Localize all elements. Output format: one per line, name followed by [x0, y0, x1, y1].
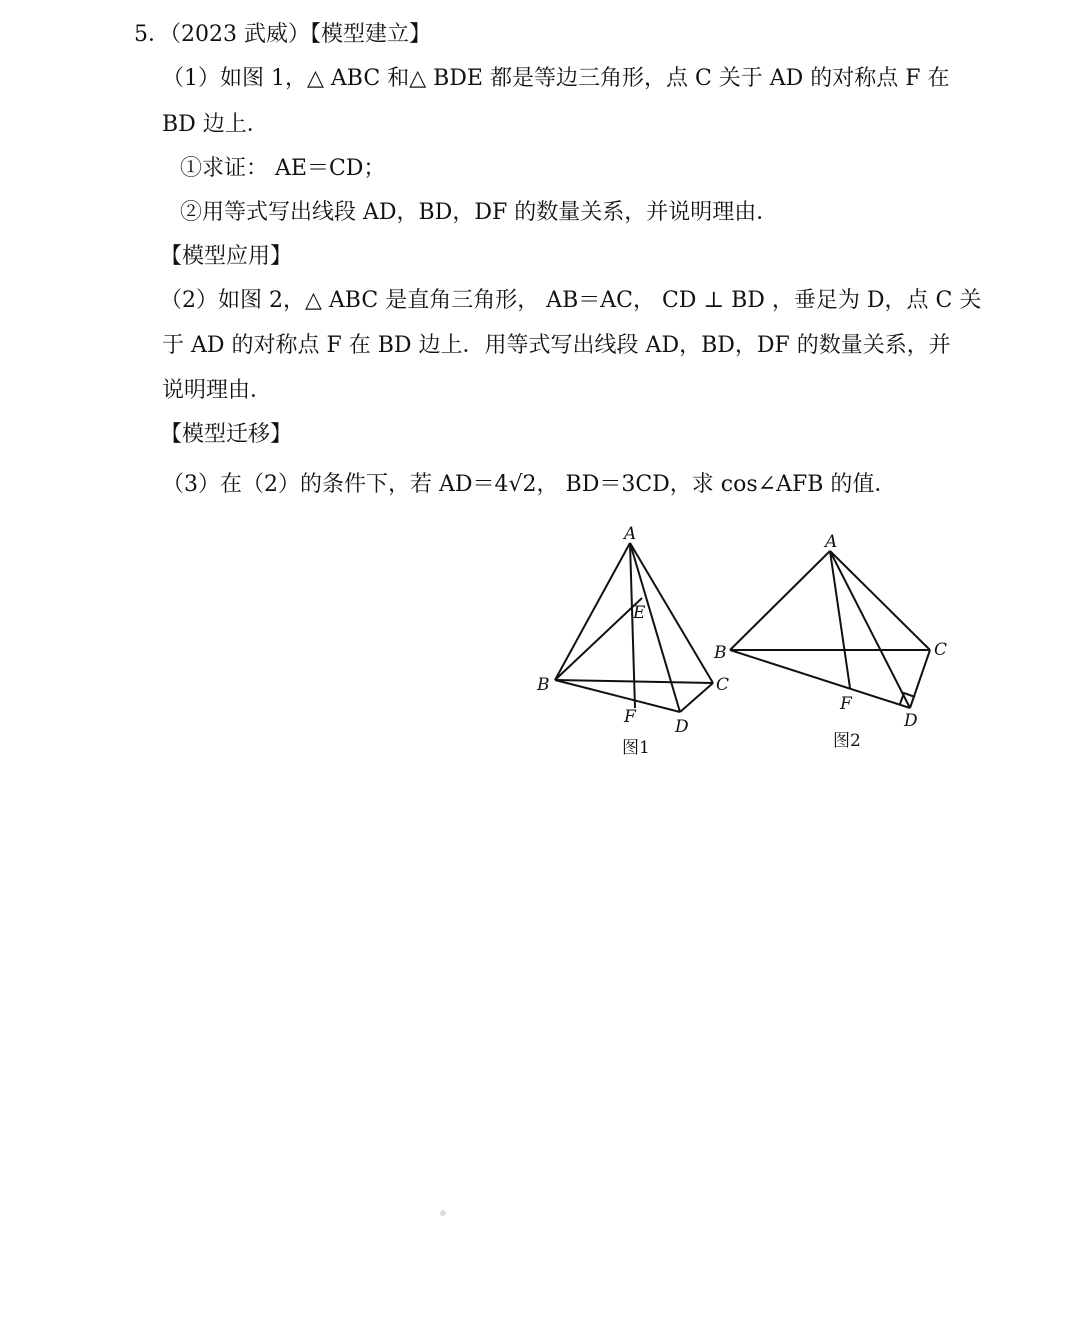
- fig2-label-D: D: [904, 711, 918, 731]
- fig1-segment-AF: [630, 543, 635, 708]
- part2-line3: 说明理由．: [162, 378, 273, 403]
- problem-title: 5．（2023 武威）【模型建立】: [134, 22, 431, 47]
- figure-1: [555, 543, 713, 712]
- part1-question1: ①求证： AE＝CD；: [180, 156, 386, 181]
- fig1-label-B: B: [537, 675, 550, 695]
- fig2-caption: 图2: [833, 731, 861, 751]
- fig2-label-A: A: [825, 532, 838, 552]
- fig1-label-F: F: [624, 707, 636, 727]
- fig2-segment-AC: [830, 551, 930, 650]
- fig1-label-C: C: [716, 675, 730, 695]
- section-heading-application: 【模型应用】: [160, 244, 293, 269]
- scan-speck: [440, 1210, 446, 1216]
- fig1-segment-AD: [630, 543, 680, 712]
- part3-line1: （3）在（2）的条件下，若 AD＝4√2， BD＝3CD，求 cos∠AFB 的值．: [162, 472, 897, 497]
- fig1-label-E: E: [633, 603, 646, 623]
- fig2-segment-BD: [730, 650, 910, 708]
- fig1-caption: 图1: [622, 738, 650, 758]
- fig1-label-D: D: [675, 717, 689, 737]
- part1-question2: ②用等式写出线段 AD，BD，DF 的数量关系，并说明理由．: [180, 200, 779, 225]
- part1-line2: BD 边上．: [162, 112, 269, 137]
- figure-2: [730, 551, 930, 708]
- section-heading-transfer: 【模型迁移】: [160, 422, 293, 447]
- fig1-segment-AB: [555, 543, 630, 680]
- fig2-segment-AB: [730, 551, 830, 650]
- part2-line2: 于 AD 的对称点 F 在 BD 边上．用等式写出线段 AD，BD，DF 的数量关系，并: [162, 333, 951, 358]
- fig1-segment-CD: [680, 683, 713, 712]
- fig1-label-A: A: [624, 524, 637, 544]
- fig2-segment-CD: [910, 650, 930, 708]
- fig1-segment-BE: [555, 598, 642, 680]
- figures-svg: [520, 520, 960, 770]
- fig2-label-C: C: [934, 640, 948, 660]
- part1-line1: （1）如图 1，△ ABC 和△ BDE 都是等边三角形，点 C 关于 AD 的对称点 F 在: [162, 66, 950, 91]
- part2-line1: （2）如图 2，△ ABC 是直角三角形， AB＝AC， CD ⊥ BD ，垂足为 D，点 C 关: [160, 288, 982, 313]
- geometry-figures: [520, 520, 960, 770]
- cropped-header-line: [120, 0, 960, 6]
- fig1-segment-BD: [555, 680, 680, 712]
- fig2-label-F: F: [840, 694, 852, 714]
- fig2-label-B: B: [714, 643, 727, 663]
